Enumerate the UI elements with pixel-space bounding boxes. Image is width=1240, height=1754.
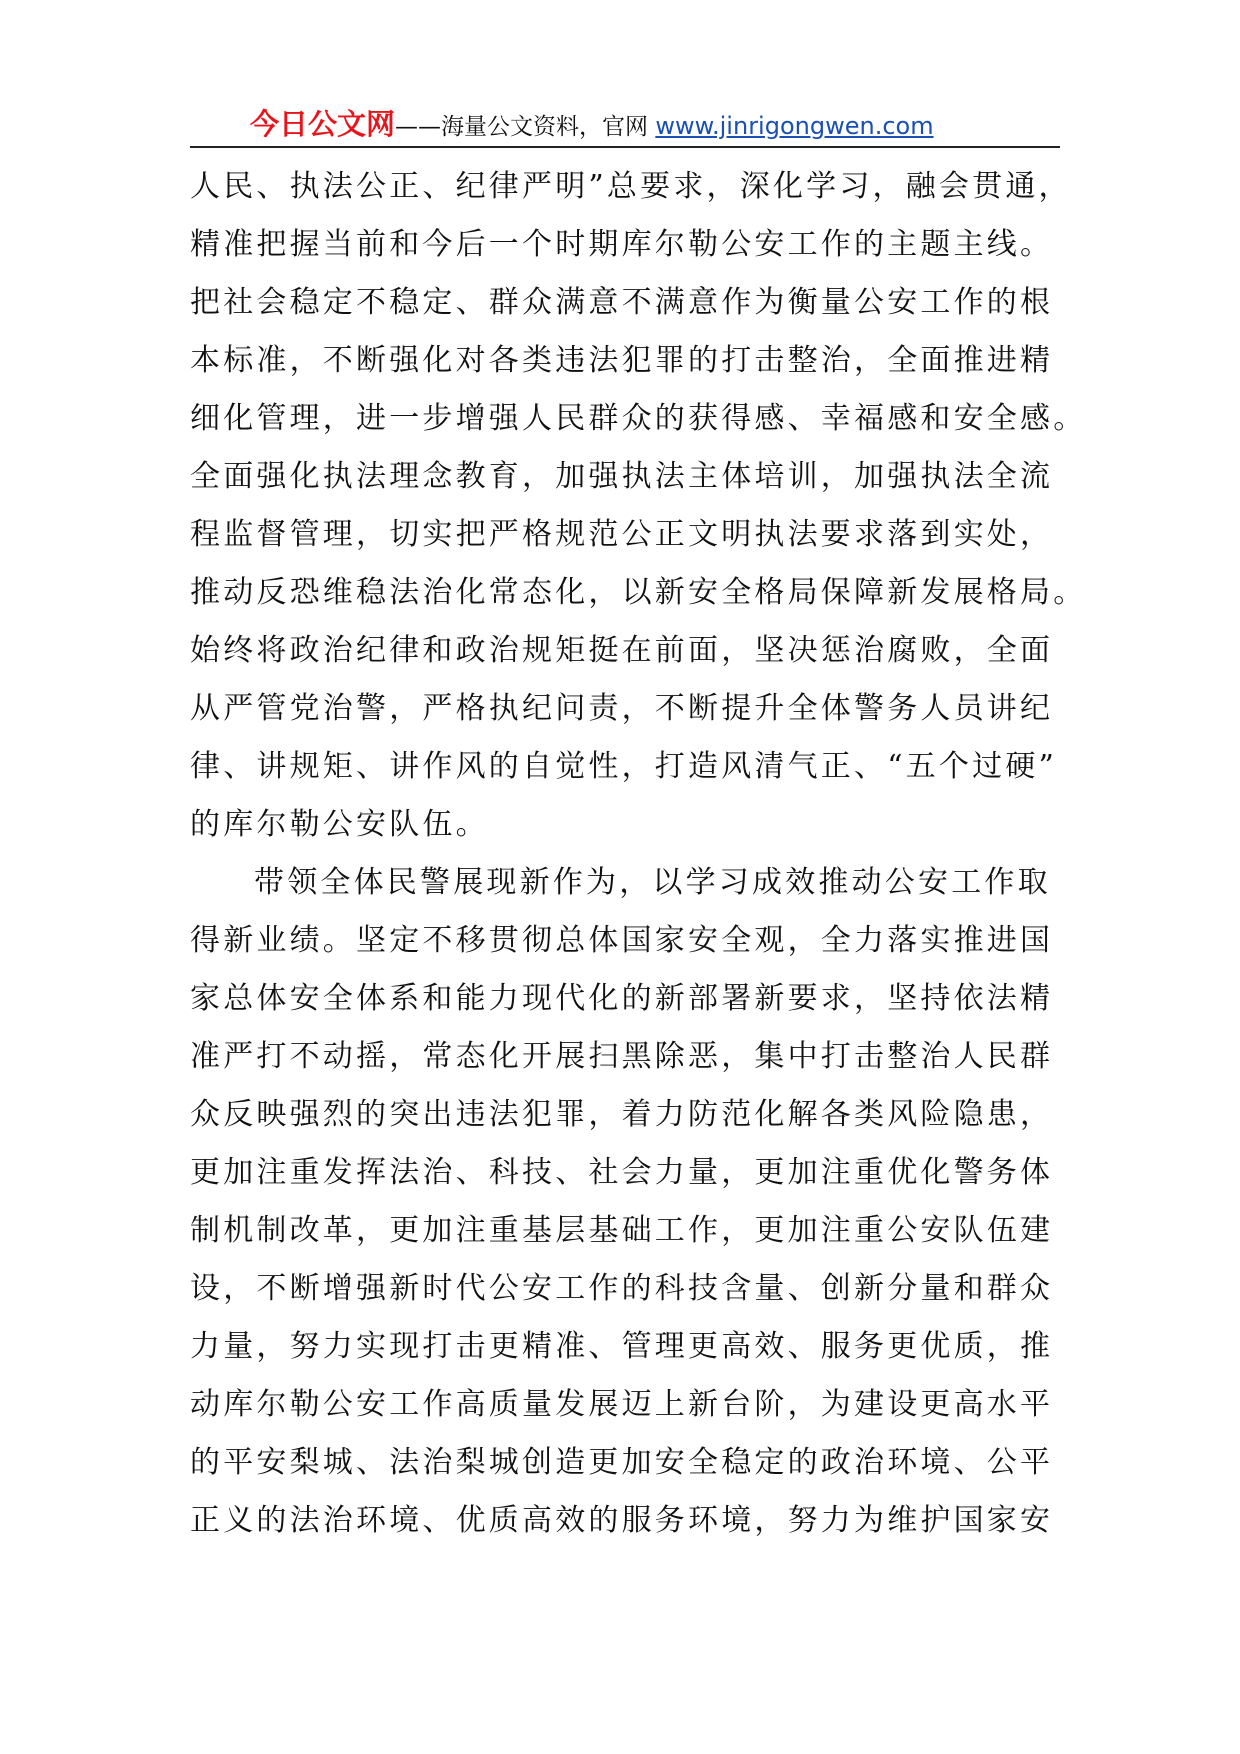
body-line: 众反映强烈的突出违法犯罪，着力防范化解各类风险隐患， <box>190 1097 1054 1132</box>
body-line: 力量，努力实现打击更精准、管理更高效、服务更优质，推 <box>190 1329 1054 1364</box>
body-line: 本标准，不断强化对各类违法犯罪的打击整治，全面推进精 <box>190 343 1054 378</box>
body-line: 人民、执法公正、纪律严明”总要求，深化学习，融会贯通， <box>190 169 1072 204</box>
header-text <box>250 104 934 149</box>
body-line: 从严管党治警，严格执纪问责，不断提升全体警务人员讲纪 <box>190 691 1054 726</box>
paragraph-first-line: 带领全体民警展现新作为，以学习成效推动公安工作取 <box>254 865 1051 900</box>
body-line: 动库尔勒公安工作高质量发展迈上新台阶，为建设更高水平 <box>190 1387 1054 1422</box>
page-header <box>190 104 1060 148</box>
body-line: 家总体安全体系和能力现代化的新部署新要求，坚持依法精 <box>190 981 1054 1016</box>
body-line: 制机制改革，更加注重基层基础工作，更加注重公安队伍建 <box>190 1213 1054 1248</box>
body-line: 精准把握当前和今后一个时期库尔勒公安工作的主题主线。 <box>190 227 1054 262</box>
body-line: 更加注重发挥法治、科技、社会力量，更加注重优化警务体 <box>190 1155 1054 1190</box>
body-line: 始终将政治纪律和政治规矩挺在前面，坚决惩治腐败，全面 <box>190 633 1054 668</box>
site-name: 今日公文网 <box>250 107 396 141</box>
body-line: 正义的法治环境、优质高效的服务环境，努力为维护国家安 <box>190 1503 1054 1538</box>
document-body <box>190 158 1087 1550</box>
body-line: 细化管理，进一步增强人民群众的获得感、幸福感和安全感。 <box>190 401 1087 436</box>
body-line: 得新业绩。坚定不移贯彻总体国家安全观，全力落实推进国 <box>190 923 1054 958</box>
site-url-link[interactable]: www.jinrigongwen.com <box>655 112 934 140</box>
header-tagline: ——海量公文资料，官网 <box>395 114 656 140</box>
body-line: 的平安梨城、法治梨城创造更加安全稳定的政治环境、公平 <box>190 1445 1054 1480</box>
body-line: 准严打不动摇，常态化开展扫黑除恶，集中打击整治人民群 <box>190 1039 1054 1074</box>
body-line: 的库尔勒公安队伍。 <box>190 807 489 842</box>
body-line: 推动反恐维稳法治化常态化，以新安全格局保障新发展格局。 <box>190 575 1087 610</box>
body-line: 全面强化执法理念教育，加强执法主体培训，加强执法全流 <box>190 459 1054 494</box>
body-line: 设，不断增强新时代公安工作的科技含量、创新分量和群众 <box>190 1271 1054 1306</box>
body-line: 把社会稳定不稳定、群众满意不满意作为衡量公安工作的根 <box>190 285 1054 320</box>
body-line: 律、讲规矩、讲作风的自觉性，打造风清气正、“五个过硬” <box>190 749 1058 784</box>
body-line: 程监督管理，切实把严格规范公正文明执法要求落到实处， <box>190 517 1054 552</box>
